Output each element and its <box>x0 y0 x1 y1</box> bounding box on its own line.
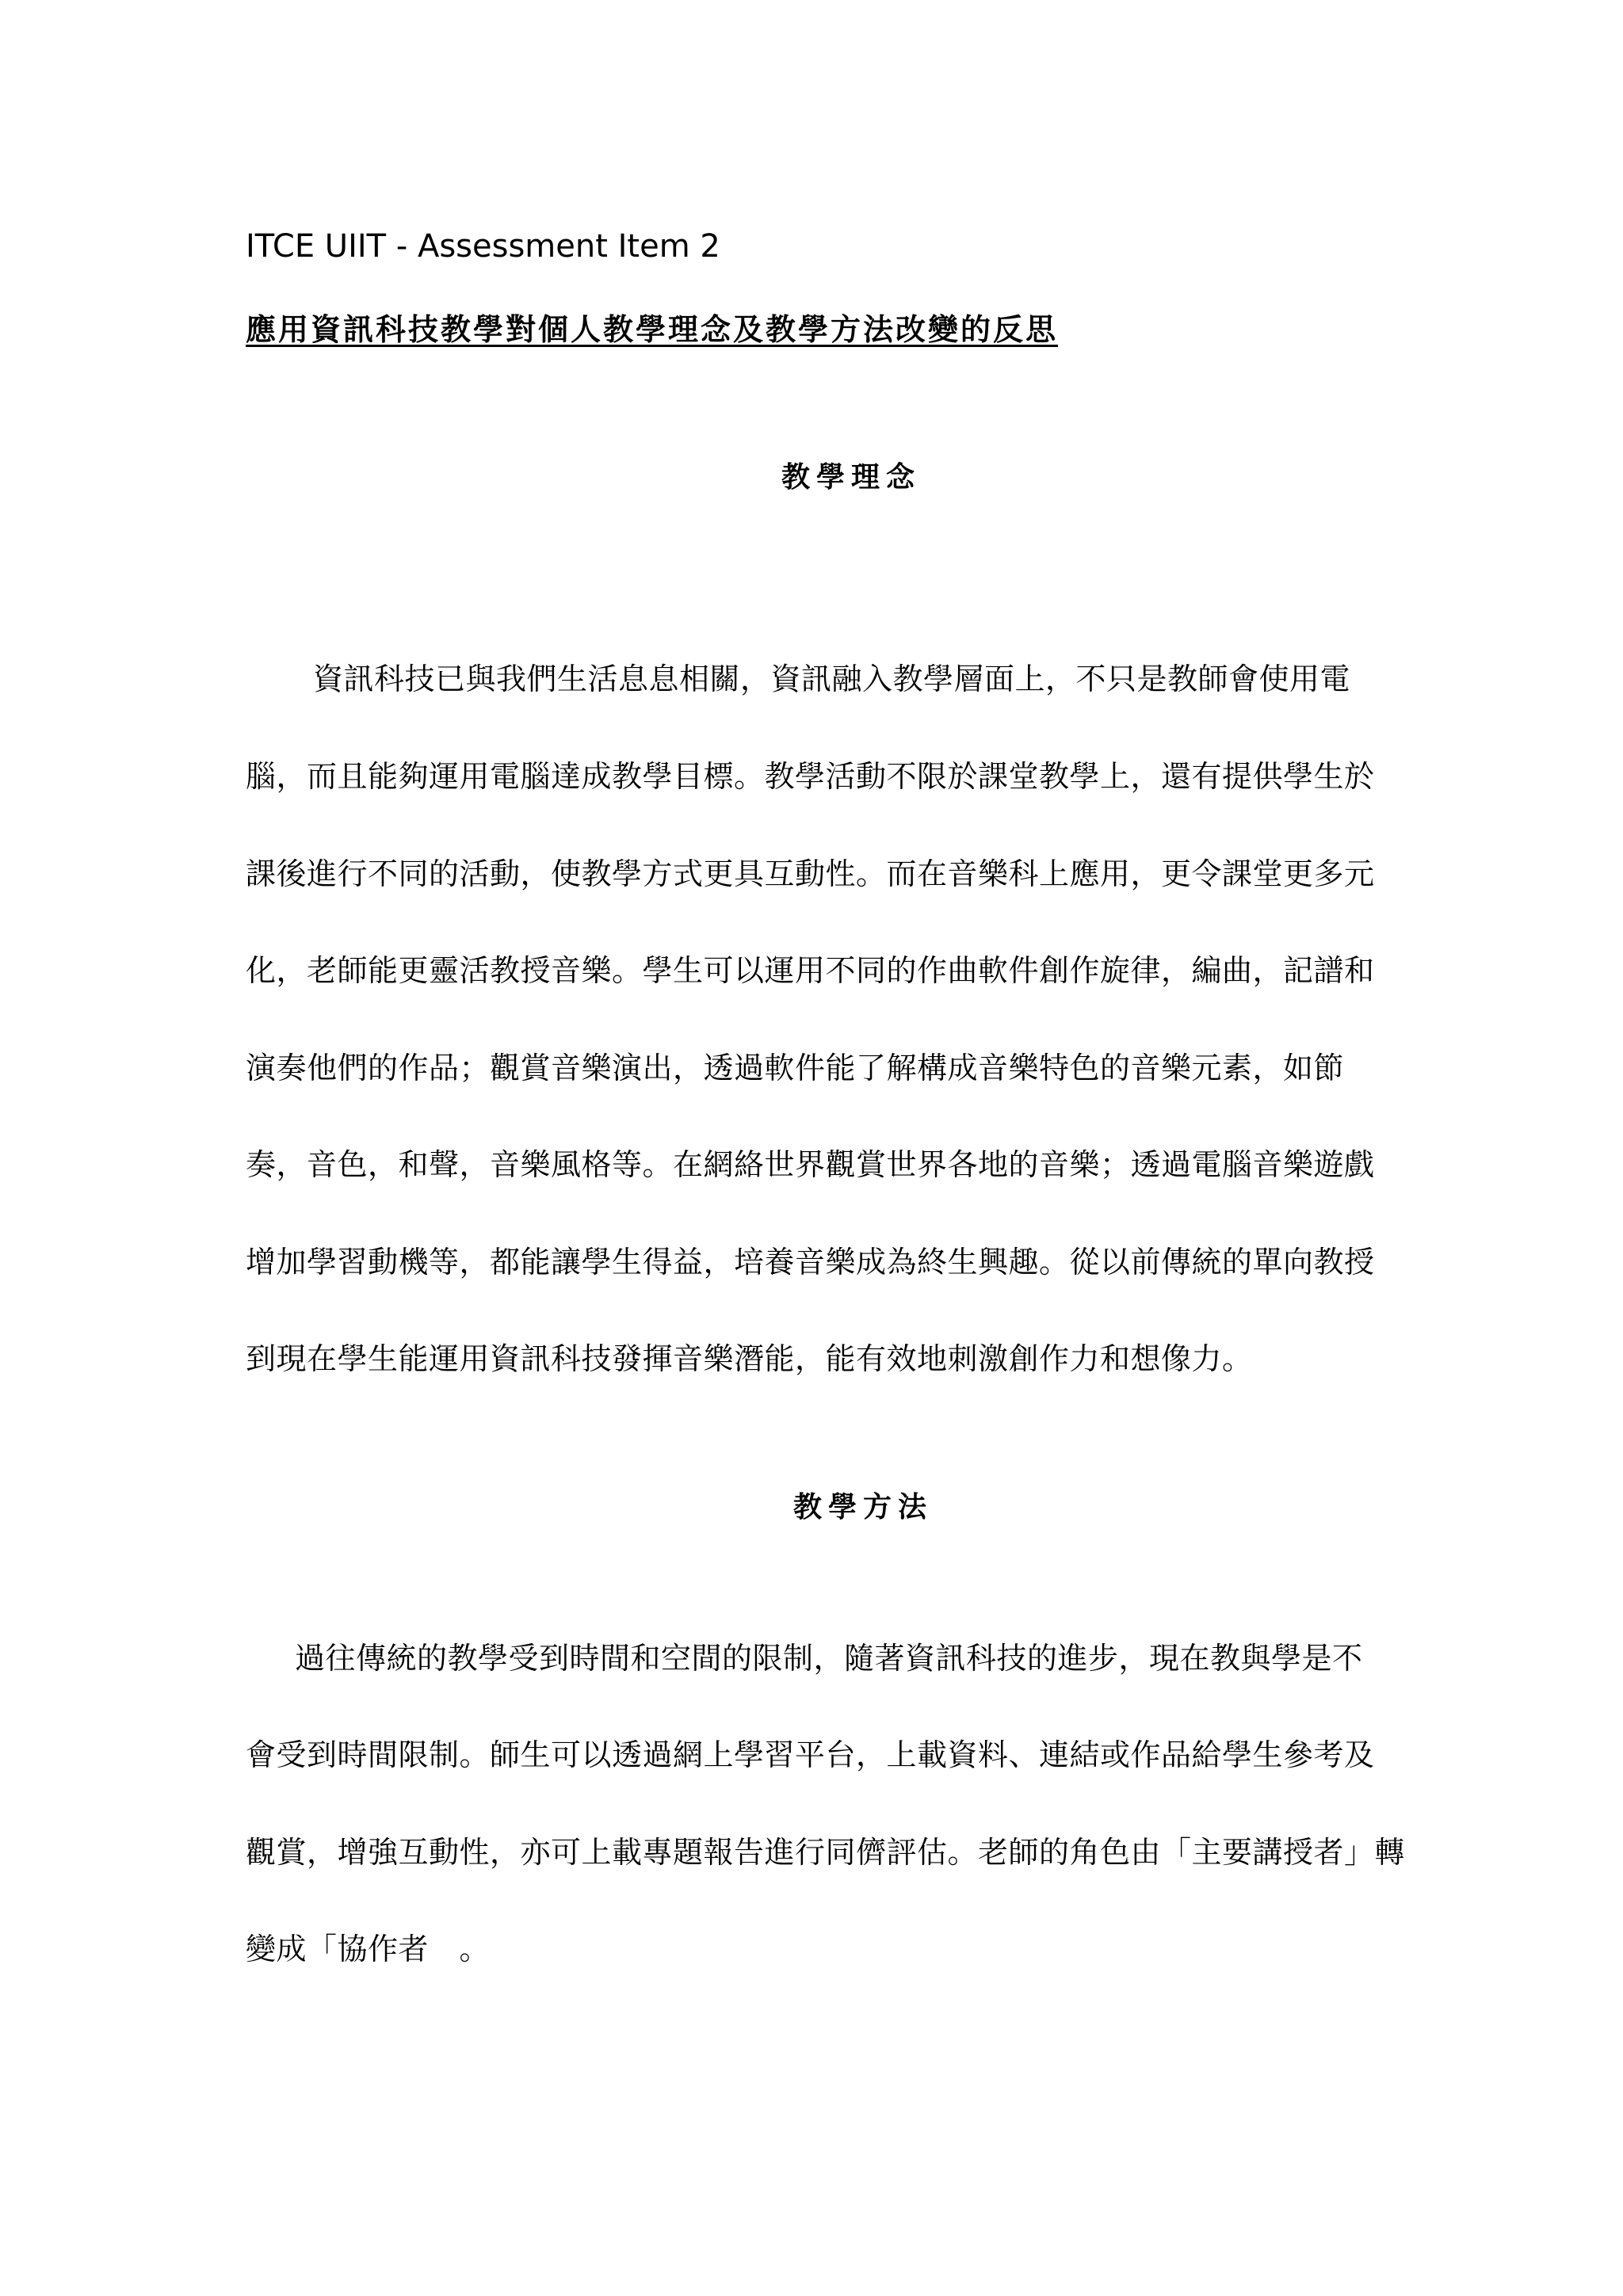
paragraph-line: 演奏他們的作品；觀賞音樂演出，透過軟件能了解構成音樂特色的音樂元素，如節 <box>246 1051 1345 1085</box>
section-heading-teaching-methods: 教學方法 <box>792 1491 933 1524</box>
paragraph-line: 觀賞，增強互動性，亦可上載專題報告進行同儕評估。老師的角色由「主要講授者」轉 <box>246 1835 1406 1870</box>
paragraph-line: 到現在學生能運用資訊科技發揮音樂潛能，能有效地刺激創作力和想像力。 <box>246 1341 1253 1376</box>
paragraph-line: 奏，音色，和聲，音樂風格等。在網絡世界觀賞世界各地的音樂；透過電腦音樂遊戲 <box>246 1147 1375 1182</box>
paragraph-line: 化，老師能更靈活教授音樂。學生可以運用不同的作曲軟件創作旋律，編曲，記譜和 <box>246 953 1375 988</box>
section-heading-teaching-philosophy: 教學理念 <box>781 461 921 494</box>
paragraph-line: 會受到時間限制。師生可以透過網上學習平台，上載資料、連結或作品給學生參考及 <box>246 1737 1375 1772</box>
paragraph-line: 過往傳統的教學受到時間和空間的限制，隨著資訊科技的進步，現在教與學是不 <box>295 1641 1363 1676</box>
paragraph-line: 變成「協作者 。 <box>246 1932 491 1966</box>
paragraph-line: 腦，而且能夠運用電腦達成教學目標。教學活動不限於課堂教學上，還有提供學生於 <box>246 759 1375 794</box>
paragraph-line: 課後進行不同的活動，使教學方式更具互動性。而在音樂科上應用，更令課堂更多元 <box>246 856 1375 891</box>
paragraph-line: 增加學習動機等，都能讓學生得益，培養音樂成為終生興趣。從以前傳統的單向教授 <box>246 1245 1375 1280</box>
paragraph-line: 資訊科技已與我們生活息息相關，資訊融入教學層面上，不只是教師會使用電 <box>313 662 1351 696</box>
document-title: 應用資訊科技教學對個人教學理念及教學方法改變的反思 <box>246 312 1059 347</box>
course-header: ITCE UIIT - Assessment Item 2 <box>246 228 720 265</box>
